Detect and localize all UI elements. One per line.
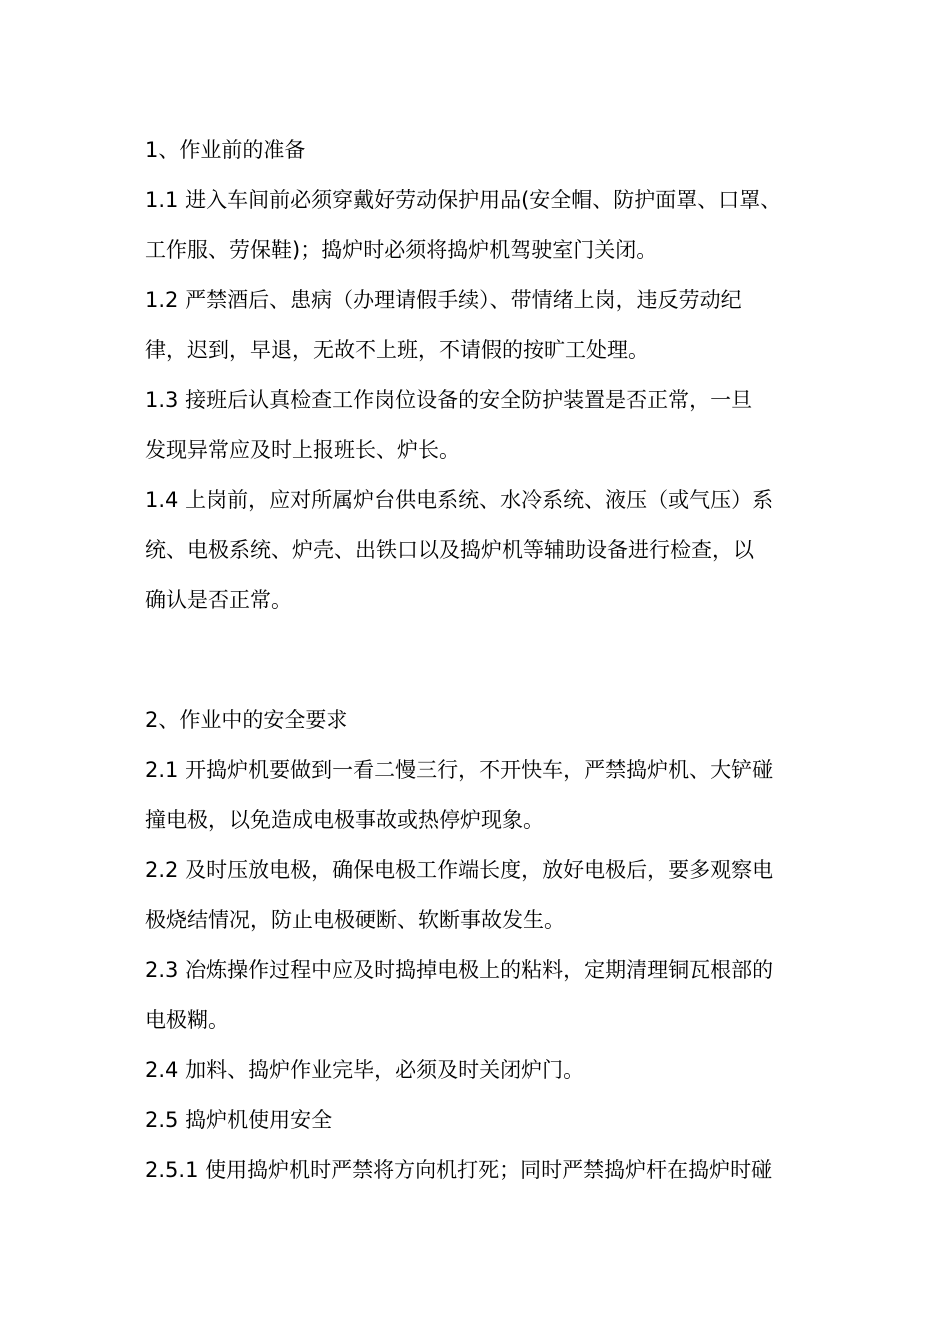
text-line: 统、电极系统、炉壳、出铁口以及捣炉机等辅助设备进行检查，以 <box>145 538 754 562</box>
text-line: 极烧结情况，防止电极硬断、软断事故发生。 <box>145 908 565 932</box>
text-line: 1.2 严禁酒后、患病（办理请假手续）、带情绪上岗，违反劳动纪 <box>145 288 742 312</box>
text-line: 律，迟到，早退，无故不上班，不请假的按旷工处理。 <box>145 338 649 362</box>
text-line: 确认是否正常。 <box>145 588 292 612</box>
text-line: 1.1 进入车间前必须穿戴好劳动保护用品(安全帽、防护面罩、口罩、 <box>145 188 782 212</box>
text-line: 2.5.1 使用捣炉机时严禁将方向机打死；同时严禁捣炉杆在捣炉时碰 <box>145 1158 773 1182</box>
text-line: 2.2 及时压放电极，确保电极工作端长度，放好电极后，要多观察电 <box>145 858 774 882</box>
text-line: 2.4 加料、捣炉作业完毕，必须及时关闭炉门。 <box>145 1058 585 1082</box>
section-2-heading: 2、作业中的安全要求 <box>145 708 348 732</box>
text-line: 工作服、劳保鞋)；捣炉时必须将捣炉机驾驶室门关闭。 <box>145 238 658 262</box>
text-line: 发现异常应及时上报班长、炉长。 <box>145 438 460 462</box>
text-line: 撞电极，以免造成电极事故或热停炉现象。 <box>145 808 544 832</box>
text-line: 2.3 冶炼操作过程中应及时捣掉电极上的粘料，定期清理铜瓦根部的 <box>145 958 774 982</box>
section-1-heading: 1、作业前的准备 <box>145 138 306 162</box>
text-line: 2.1 开捣炉机要做到一看二慢三行，不开快车，严禁捣炉机、大铲碰 <box>145 758 774 782</box>
text-line: 1.4 上岗前，应对所属炉台供电系统、水冷系统、液压（或气压）系 <box>145 488 774 512</box>
text-line: 1.3 接班后认真检查工作岗位设备的安全防护装置是否正常，一旦 <box>145 388 753 412</box>
subsection-heading: 2.5 捣炉机使用安全 <box>145 1108 333 1132</box>
text-line: 电极糊。 <box>145 1008 229 1032</box>
